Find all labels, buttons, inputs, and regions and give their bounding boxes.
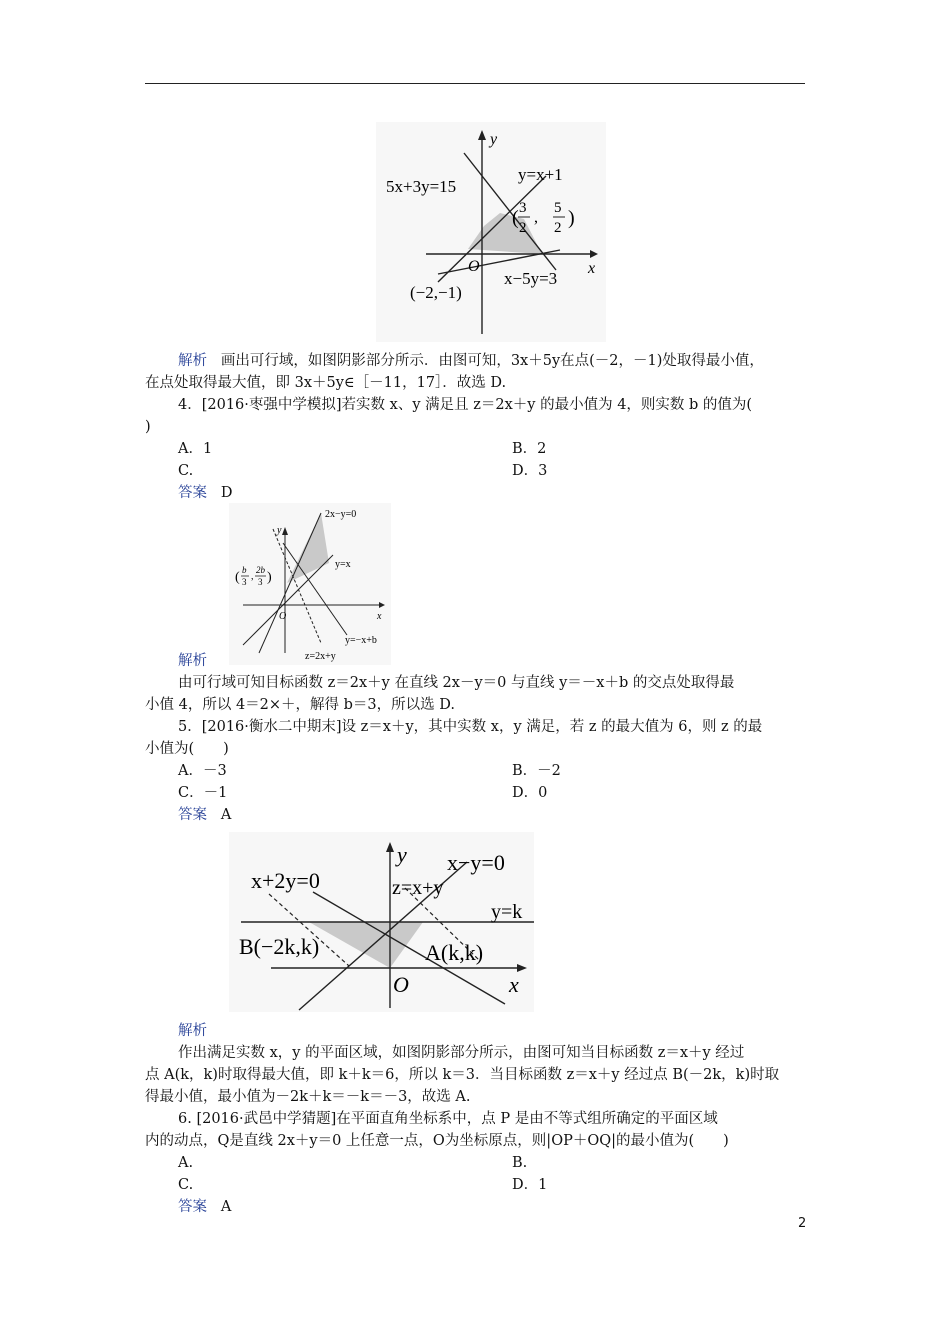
q5-analysis-line1: 作出满足实数 x，y 的平面区域，如图阴影部分所示，由图可知当目标函数 z＝x＋y 经过 — [178, 1045, 745, 1061]
fig2-label-x: x — [377, 611, 382, 622]
fig1-label-line2: y=x+1 — [518, 165, 563, 184]
q5-option-b: B．－2 — [512, 763, 561, 779]
fig2-label-line3: y=−x+b — [345, 635, 377, 646]
fig1-pt-den1: 2 — [519, 220, 527, 236]
fig1-label-line1: 5x+3y=15 — [386, 177, 457, 196]
fig1-pt-num2: 5 — [554, 200, 562, 216]
q4-analysis-line2: 小值 4，所以 4＝2×＋，解得 b＝3，所以选 D. — [145, 697, 455, 713]
q6-stem-line2: 内的动点，Q是直线 2x＋y＝0 上任意一点，O为坐标原点，则|OP＋OQ|的最小值为( ) — [145, 1133, 729, 1149]
fig1-pt-open: ( — [512, 207, 519, 229]
q6-answer-label: 答案 — [178, 1199, 207, 1215]
q6-answer: A — [220, 1199, 232, 1215]
q5-analysis-line3: 得最小值，最小值为－2k＋k＝－k＝－3，故选 A. — [145, 1089, 471, 1105]
q3-analysis-line1: 画出可行域，如图阴影部分所示．由图可知，3x＋5y在点(－2，－1)处取得最小值， — [220, 353, 764, 369]
q6-stem-line1: 6. [2016·武邑中学猜题]在平面直角坐标系中，点 P 是由不等式组所确定的平面区域 — [178, 1111, 718, 1127]
q5-stem-line2: 小值为( ) — [145, 741, 229, 757]
fig2-label-line2: y=x — [335, 559, 351, 570]
x-axis-arrow-icon — [590, 250, 598, 258]
q5-option-d: D．0 — [512, 785, 548, 801]
q4-option-c: C. — [178, 463, 194, 479]
fig3-label-line3: z=x+y — [392, 877, 444, 899]
fig3-label-line2: x−y=0 — [447, 850, 505, 875]
fig3-label-y: y — [397, 842, 407, 867]
q6-option-b: B. — [512, 1155, 528, 1171]
q5-analysis-line2: 点 A(k，k)时取得最大值，即 k＋k＝6，所以 k＝3．当目标函数 z＝x＋y 经过点 B(－2k，k)时取 — [145, 1067, 780, 1083]
y-axis-arrow-icon — [478, 130, 486, 140]
fig1-label-y: y — [490, 131, 498, 148]
figure-1 — [376, 122, 606, 342]
fig1-pt-close: ) — [568, 207, 575, 229]
fig2-pt-comma: , — [251, 571, 254, 582]
fig2-label-y: y — [277, 525, 282, 536]
q4-answer-label: 答案 — [178, 485, 207, 501]
page-number: 2 — [798, 1216, 807, 1231]
fig1-pt-num1: 3 — [519, 200, 527, 216]
fig1-label-origin: O — [468, 258, 480, 275]
fig2-label-line4: z=2x+y — [305, 651, 336, 662]
fig3-label-line4: y=k — [491, 901, 523, 923]
fig2-pt-den1: 3 — [242, 577, 247, 587]
fig1-pt-comma: , — [534, 209, 538, 226]
x-axis-arrow-icon — [517, 964, 527, 972]
q6-option-c: C. — [178, 1177, 194, 1193]
header-rule — [145, 83, 805, 84]
q6-option-a: A. — [178, 1155, 194, 1171]
fig2-pt-num1: b — [242, 565, 247, 575]
fig2-label-line1: 2x−y=0 — [325, 509, 357, 520]
fig2-pt-den2: 3 — [258, 577, 263, 587]
fig1-pt-den2: 2 — [554, 220, 562, 236]
q5-option-c: C．－1 — [178, 785, 228, 801]
figure-3 — [229, 832, 534, 1012]
q4-option-a: A．1 — [178, 441, 213, 457]
feasible-region — [287, 513, 329, 583]
fig2-label-origin: O — [279, 611, 287, 622]
x-axis-arrow-icon — [379, 602, 385, 608]
fig1-label-pt2: (−2,−1) — [410, 283, 462, 302]
feasible-region — [468, 213, 542, 254]
y-axis-arrow-icon — [282, 527, 288, 535]
fig3-label-line1: x+2y=0 — [251, 868, 320, 893]
q3-analysis-line2: 在点处取得最大值，即 3x＋5y∈［－11，17］．故选 D. — [145, 375, 507, 391]
fig1-label-x: x — [588, 260, 596, 277]
q5-analysis-label: 解析 — [178, 1023, 207, 1039]
fig2-pt-open: ( — [235, 570, 240, 585]
fig3-label-origin: O — [393, 972, 409, 997]
q4-stem-line2: ) — [145, 419, 151, 435]
q4-analysis-label: 解析 — [178, 653, 207, 669]
fig2-pt-close: ) — [267, 570, 272, 585]
q6-option-d: D．1 — [512, 1177, 548, 1193]
fig3-label-ptB: B(−2k,k) — [239, 934, 320, 959]
q5-answer: A — [220, 807, 232, 823]
q4-option-d: D．3 — [512, 463, 548, 479]
fig2-pt-num2: 2b — [256, 565, 265, 575]
q4-stem-line1: 4．[2016·枣强中学模拟]若实数 x、y 满足且 z＝2x＋y 的最小值为 4，则实数 b 的值为( — [178, 397, 753, 413]
fig1-label-line3: x−5y=3 — [504, 269, 558, 288]
feasible-region — [309, 922, 423, 968]
fig3-label-ptA: A(k,k) — [425, 940, 484, 965]
q4-option-b: B．2 — [512, 441, 547, 457]
fig3-label-x: x — [509, 972, 519, 997]
q5-stem-line1: 5．[2016·衡水二中期末]设 z＝x＋y，其中实数 x，y 满足，若 z 的最大值为 6，则 z 的最 — [178, 719, 763, 735]
y-axis-arrow-icon — [386, 842, 394, 852]
q5-option-a: A．－3 — [178, 763, 227, 779]
q5-answer-label: 答案 — [178, 807, 207, 823]
q4-analysis-line1: 由可行域可知目标函数 z＝2x＋y 在直线 2x－y＝0 与直线 y＝－x＋b 的交点处取得最 — [178, 675, 735, 691]
figure-2 — [229, 503, 391, 665]
q4-answer: D — [220, 485, 233, 501]
q3-analysis-label: 解析 — [178, 353, 207, 369]
